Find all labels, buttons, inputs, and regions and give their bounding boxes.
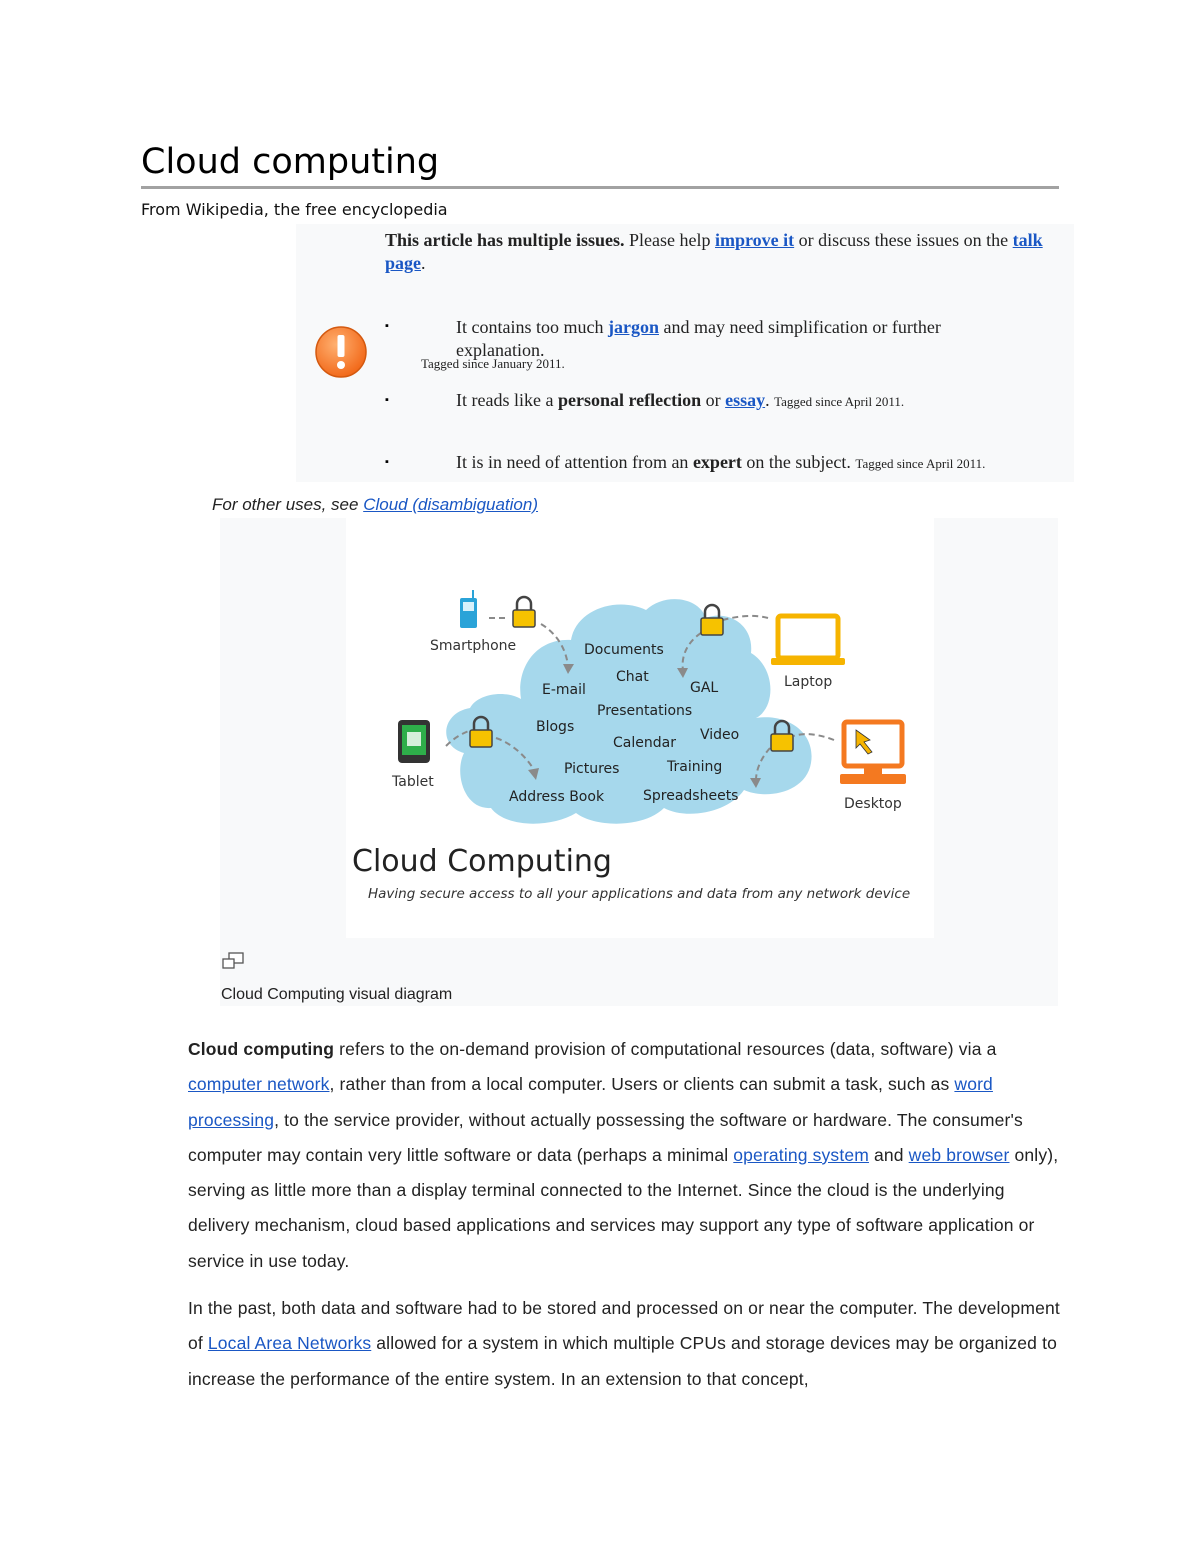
issues-heading-text: Please help — [624, 230, 716, 250]
desktop-icon — [840, 722, 906, 784]
cloud-item: Blogs — [536, 719, 575, 735]
cloud-item: Training — [667, 759, 723, 775]
operating-system-link[interactable]: operating system — [733, 1144, 869, 1165]
cloud-item: Video — [700, 727, 740, 743]
paragraph-text: and — [868, 1144, 909, 1165]
device-label: Laptop — [784, 674, 833, 690]
talk-page-link[interactable]: talk page — [385, 230, 1043, 273]
lock-icon — [701, 605, 723, 635]
issue-text: It is in need of attention from an — [456, 452, 693, 472]
word-processing-link[interactable]: word processing — [188, 1074, 993, 1130]
lock-icon — [513, 597, 535, 627]
banner-title: Cloud Computing — [352, 844, 612, 879]
banner-subtitle: Having secure access to all your applications and data from any network device — [368, 886, 911, 902]
tablet-icon — [398, 720, 430, 763]
essay-link[interactable]: essay — [725, 390, 766, 410]
cloud-item: Address Book — [509, 789, 605, 805]
issue-text: It reads like a — [456, 390, 558, 410]
device-label: Desktop — [844, 796, 902, 812]
body-paragraph-1 — [188, 1032, 1068, 1279]
issue-bold: expert — [692, 452, 742, 472]
warning-icon — [314, 325, 368, 379]
issue-bullet: ▪ — [385, 394, 389, 406]
paragraph-text: refers to the on-demand provision of computational resources (data, software) via a — [334, 1039, 997, 1059]
issue-bold: personal reflection — [557, 390, 702, 410]
issue-item-expert — [456, 451, 1066, 475]
enlarge-icon[interactable] — [221, 952, 245, 970]
issue-text: It contains too much — [456, 317, 608, 337]
issue-item-essay — [456, 389, 1066, 413]
issue-text: or — [701, 390, 726, 410]
paragraph-text: , rather than from a local computer. Users or clients can submit a task, such as — [329, 1074, 955, 1095]
issues-heading-bold: This article has multiple issues. — [385, 230, 625, 250]
smartphone-icon — [460, 590, 477, 628]
paragraph-text: In the past, both data and software had to be stored and processed on or near the computer. The development of — [188, 1298, 1060, 1354]
cloud-item: Chat — [616, 669, 649, 685]
device-label: Smartphone — [430, 638, 517, 654]
issue-text: . — [765, 390, 770, 410]
issue-item-jargon-tag-line — [421, 352, 565, 373]
cloud-computing-diagram[interactable] — [346, 518, 934, 938]
cloud-item: GAL — [690, 680, 719, 696]
hatnote-text: For other uses, see — [212, 495, 364, 514]
cloud-item: Presentations — [597, 703, 693, 719]
issue-tag: Tagged since January 2011. — [421, 356, 565, 371]
computer-network-link[interactable]: computer network — [188, 1074, 330, 1095]
body-paragraph-2 — [188, 1291, 1068, 1397]
issues-heading — [385, 229, 1055, 275]
issue-tag: Tagged since April 2011. — [774, 394, 905, 409]
cloud-item: Pictures — [564, 761, 620, 777]
issue-bullet: ▪ — [385, 456, 389, 468]
issues-heading-text: or discuss these issues on the — [794, 230, 1013, 250]
cloud-disambiguation-link[interactable]: Cloud (disambiguation) — [363, 495, 539, 514]
web-browser-link[interactable]: web browser — [908, 1144, 1010, 1165]
issue-text: and may need simplification or further explanation. — [456, 317, 941, 360]
device-label: Tablet — [392, 774, 434, 790]
paragraph-text: allowed for a system in which multiple CPUs and storage devices may be organized to increase the performance of the entire system. In an extension to that concept, — [188, 1333, 1057, 1389]
improve-it-link[interactable]: improve it — [715, 230, 795, 250]
laptop-icon — [771, 616, 845, 665]
cloud-item: E-mail — [542, 682, 586, 698]
page-title: Cloud computing — [141, 140, 1059, 189]
jargon-link[interactable]: jargon — [607, 317, 659, 337]
bold-term: Cloud computing — [188, 1039, 335, 1059]
issue-text: on the subject. — [741, 452, 851, 472]
paragraph-text: , to the service provider, without actually possessing the software or hardware. The consumer's computer may contain very little software or data (perhaps a minimal — [188, 1109, 1023, 1165]
issues-heading-text: . — [421, 253, 426, 273]
figure-caption: Cloud Computing visual diagram — [221, 986, 453, 1003]
paragraph-text: only), serving as little more than a display terminal connected to the Internet. Since the cloud is the underlying delivery mechanism, cloud based applications and services may support any type of software application or service in use today. — [188, 1144, 1059, 1271]
issue-bullet: ▪ — [385, 320, 389, 332]
cloud-item: Documents — [584, 642, 664, 658]
page-subtitle: From Wikipedia, the free encyclopedia — [141, 200, 448, 219]
issue-tag: Tagged since April 2011. — [855, 456, 986, 471]
cloud-item: Spreadsheets — [643, 788, 739, 804]
hatnote — [212, 495, 538, 515]
local-area-networks-link[interactable]: Local Area Networks — [207, 1333, 372, 1354]
cloud-item: Calendar — [613, 735, 676, 751]
